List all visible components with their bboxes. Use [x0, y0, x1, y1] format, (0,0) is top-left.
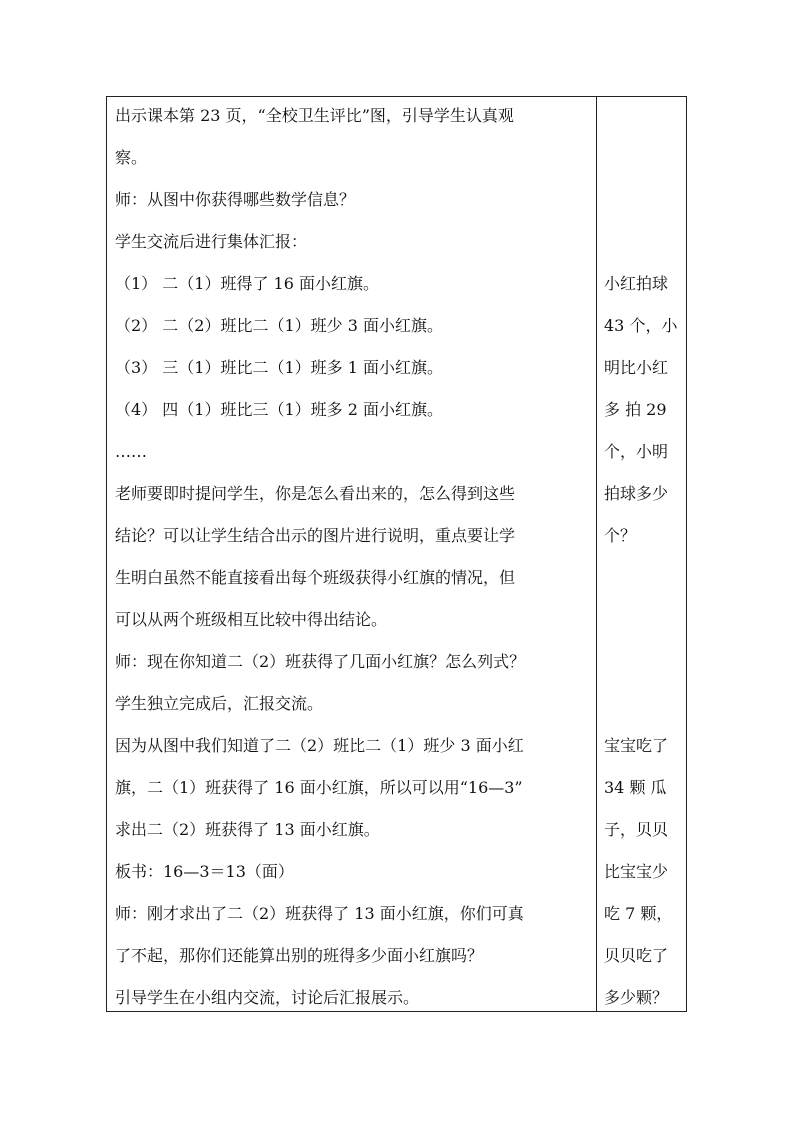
content-line: （1） 二（1）班得了 16 面小红旗。 [115, 274, 379, 293]
practice-line: 小红拍球 [604, 274, 669, 293]
content-line: 出示课本第 23 页，“全校卫生评比”图，引导学生认真观 [115, 106, 514, 125]
content-line: （2） 二（2）班比二（1）班少 3 面小红旗。 [115, 316, 443, 335]
content-line: 结论？可以让学生结合出示的图片进行说明，重点要让学 [115, 526, 516, 545]
content-line: 了不起，那你们还能算出别的班得多少面小红旗吗？ [115, 946, 484, 965]
content-line: 生明白虽然不能直接看出每个班级获得小红旗的情况，但 [115, 568, 516, 587]
content-line: …… [115, 442, 147, 461]
content-line: 老师要即时提问学生，你是怎么看出来的，怎么得到这些 [115, 484, 516, 503]
content-line: 因为从图中我们知道了二（2）班比二（1）班少 3 面小红 [115, 736, 524, 755]
content-line: 师：现在你知道二（2）班获得了几面小红旗？怎么列式？ [115, 652, 526, 671]
content-line: （4） 四（1）班比三（1）班多 2 面小红旗。 [115, 400, 443, 419]
practice-line: 宝宝吃了 [604, 736, 669, 755]
practice-line: 拍球多少 [604, 484, 669, 503]
practice-line: 贝贝吃了 [604, 946, 669, 965]
content-line: 学生独立完成后，汇报交流。 [115, 694, 324, 713]
practice-line: 比宝宝少 [604, 862, 669, 881]
content-line: 求出二（2）班获得了 13 面小红旗。 [115, 820, 380, 839]
practice-line: 个，小明 [604, 442, 669, 461]
column-divider [596, 97, 597, 1011]
content-line: 学生交流后进行集体汇报： [115, 232, 308, 251]
content-line: 师：刚才求出了二（2）班获得了 13 面小红旗，你们可真 [115, 904, 524, 923]
practice-line: 34 颗 瓜 [604, 778, 667, 797]
practice-line: 子，贝贝 [604, 820, 669, 839]
practice-line: 43 个，小 [604, 316, 678, 335]
practice-line: 个？ [604, 526, 637, 545]
content-line: 板书：16—3＝13（面） [115, 862, 294, 881]
practice-line: 多 拍 29 [604, 400, 667, 419]
lesson-table [106, 96, 687, 1012]
content-line: 察。 [115, 148, 148, 167]
content-line: （3） 三（1）班比二（1）班多 1 面小红旗。 [115, 358, 443, 377]
practice-line: 吃 7 颗， [604, 904, 673, 923]
content-line: 师：从图中你获得哪些数学信息？ [115, 190, 356, 209]
practice-line: 多少颗？ [604, 988, 669, 1007]
content-line: 旗，二（1）班获得了 16 面小红旗，所以可以用“16—3” [115, 778, 523, 797]
content-line: 引导学生在小组内交流，讨论后汇报展示。 [115, 988, 420, 1007]
content-line: 可以从两个班级相互比较中得出结论。 [115, 610, 388, 629]
practice-line: 明比小红 [604, 358, 669, 377]
